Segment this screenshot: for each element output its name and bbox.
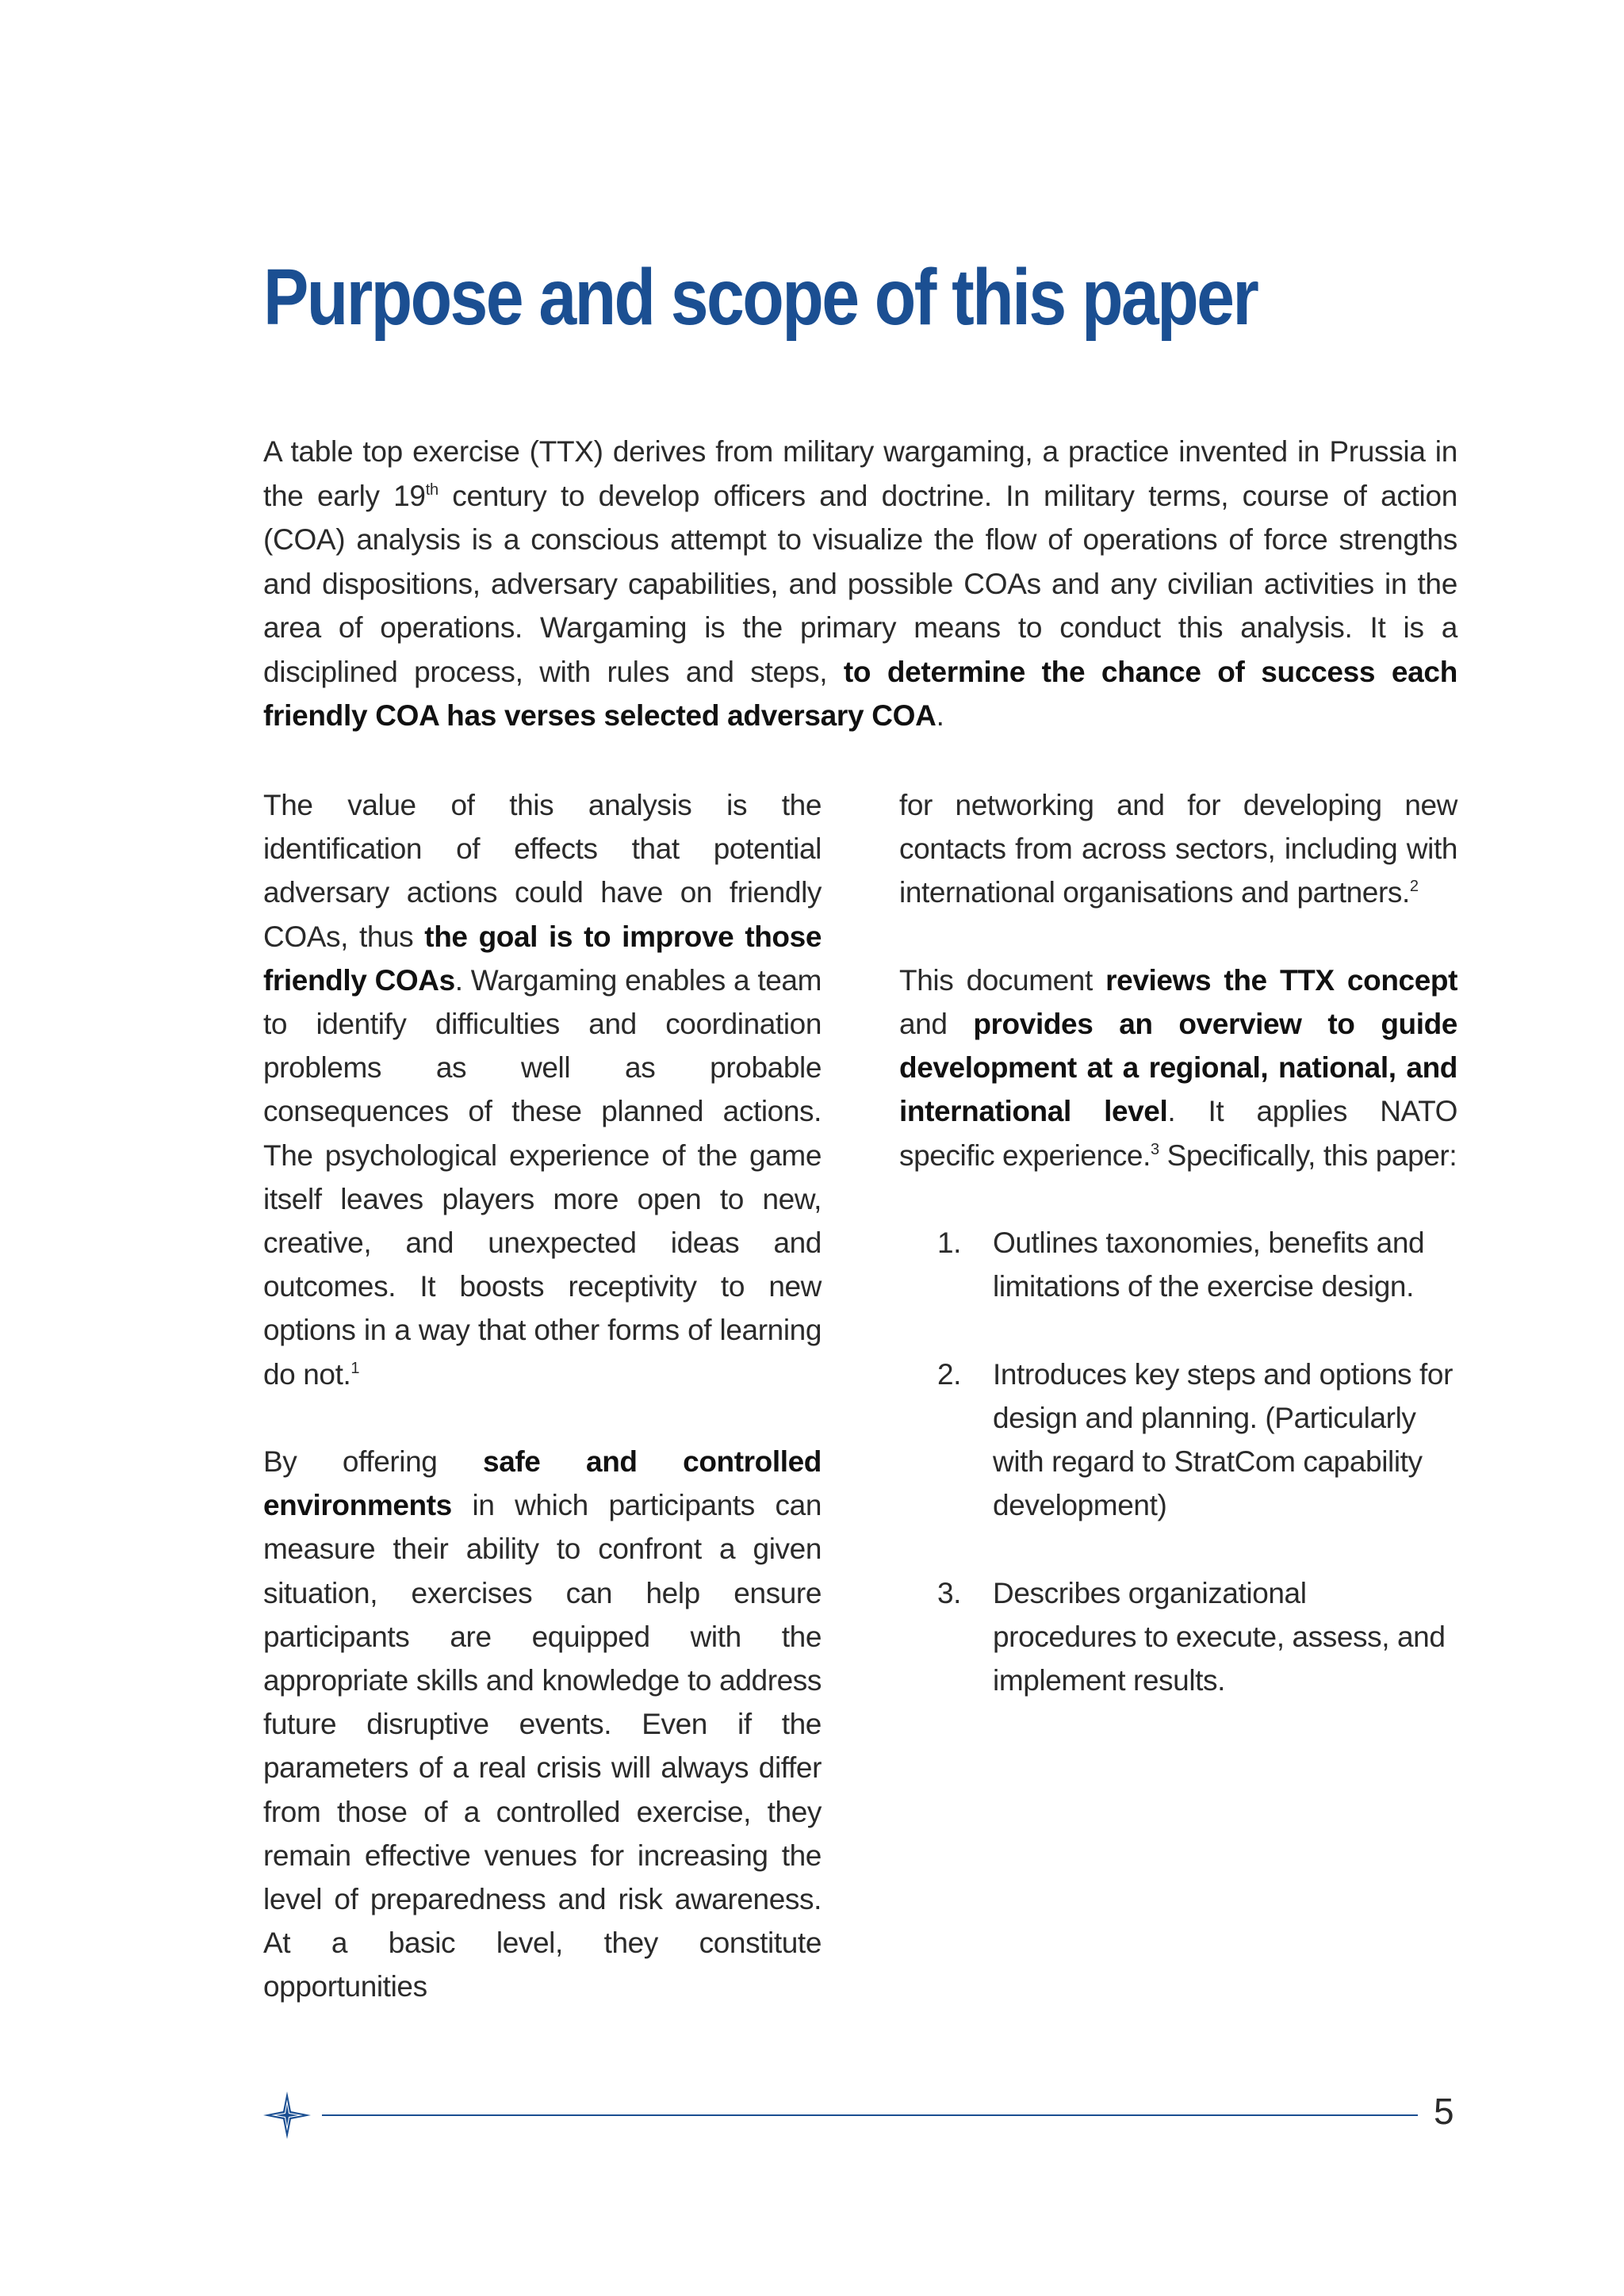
footnote-ref-3[interactable]: 3	[1150, 1140, 1159, 1158]
footnote-ref-1[interactable]: 1	[350, 1359, 360, 1377]
list-text: Describes organizational procedures to execute, assess, and implement results.	[993, 1576, 1446, 1697]
footer-rule	[322, 2114, 1418, 2116]
footnote-ref-2[interactable]: 2	[1409, 878, 1419, 896]
list-text: Introduces key steps and options for design and planning. (Particularly with regard to StratCom capability development)	[993, 1357, 1454, 1522]
page-title: Purpose and scope of this paper	[263, 253, 1258, 342]
list-number: 1.	[937, 1226, 962, 1259]
networking-paragraph: for networking and for developing new contacts from across sectors, including with international organisations and partners.$^2$	[899, 789, 1457, 909]
list-text: Outlines taxonomies, benefits and limitations of the exercise design.	[993, 1226, 1425, 1303]
list-number: 3.	[937, 1576, 962, 1609]
scope-list	[899, 1221, 1457, 1702]
value-emphasis: the goal is to improve those friendly COAs	[263, 920, 822, 997]
superscript-th: th	[425, 480, 439, 499]
environments-paragraph: By offering safe and controlled environments in which participants can measure their ability to confront a given situation, exercises can help ensure participants are equipped with the appropriate skills and knowledge to address future disruptive events. Even if the parameters of a real crisis will always differ from those of a controlled exercise, they remain effective venues for increasing the level of preparedness and risk awareness. At a basic level, they constitute opportunities	[263, 1445, 822, 2003]
compass-star-icon	[262, 2090, 312, 2141]
right-column	[899, 783, 1457, 1746]
page-number: 5	[1434, 2091, 1454, 2132]
list-item	[899, 1221, 1457, 1308]
list-number: 2.	[937, 1357, 962, 1391]
document-scope-paragraph: This document reviews the TTX concept and provides an overview to guide development at a regional, national, and international level. It applies NATO specific experience.$^3$ Specifically, this paper:	[899, 963, 1457, 1172]
value-paragraph: The value of this analysis is the identification of effects that potential adversary actions could have on friendly COAs, thus the goal is to improve those friendly COAs. Wargaming enables a team to identify difficulties and coordination problems as well as probable consequences of these planned actions. The psychological experience of the game itself leaves players more open to new, creative, and unexpected ideas and outcomes. It boosts receptivity to new options in a way that other forms of learning do not.$^1$	[263, 789, 822, 1391]
scope-emphasis-1: reviews the TTX concept	[1105, 963, 1457, 997]
intro-emphasis: to determine the chance of success each friendly COA has verses selected adversary COA	[263, 655, 1457, 732]
left-column	[263, 783, 822, 2053]
intro-paragraph: A table top exercise (TTX) derives from military wargaming, a practice invented in Prussia in the early 19th century to develop officers and doctrine. In military terms, course of action (COA) analysis is a conscious attempt to visualize the flow of operations of force strengths and dispositions, adversary capabilities, and possible COAs and any civilian activities in the area of operations. Wargaming is the primary means to conduct this analysis. It is a disciplined process, with rules and steps, to determine the chance of success each friendly COA has verses selected adversary COA.	[263, 435, 1458, 732]
environments-emphasis: safe and controlled environments	[263, 1445, 822, 1522]
list-item	[899, 1571, 1457, 1703]
list-item	[899, 1353, 1457, 1528]
scope-emphasis-2: provides an overview to guide development at a regional, national, and international level	[899, 1008, 1457, 1128]
